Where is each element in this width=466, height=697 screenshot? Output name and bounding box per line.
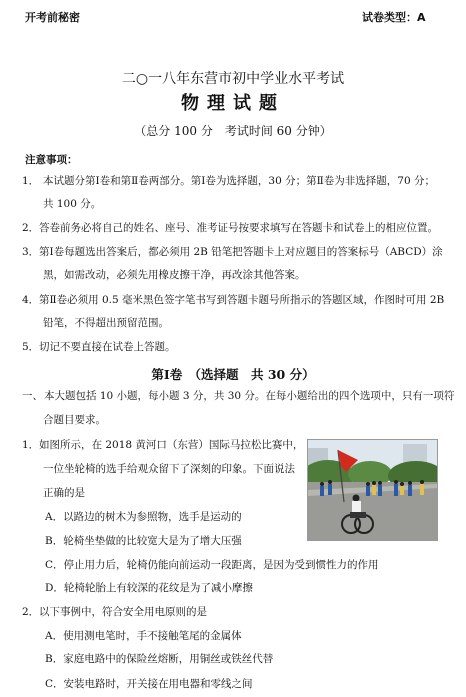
notice-3-line-2: 黑，如需改动，必须先用橡皮擦干净，再改涂其他答案。 <box>43 269 306 281</box>
section-heading: 第Ⅰ卷 （选择题 共 30 分） <box>151 367 315 382</box>
question-1-line-2: 一位坐轮椅的选手给观众留下了深刻的印象。下面说法 <box>43 463 295 475</box>
subject-title: 物理试题 <box>181 93 285 114</box>
notice-5-line-1: 切记不要直接在试卷上答题。 <box>39 341 176 353</box>
question-2-option-c: C．安装电路时，开关接在用电器和零线之间 <box>45 678 253 690</box>
marathon-photo <box>307 439 438 541</box>
notice-5-num: 5． <box>22 341 40 353</box>
question-1-option-d: D．轮椅轮胎上有较深的花纹是为了减小摩擦 <box>45 582 253 594</box>
notice-3-line-1: 第Ⅰ卷每题选出答案后，都必须用 2B 铅笔把答题卡上对应题目的答案标号（ABCD）涂 <box>39 246 443 258</box>
notice-1-num: 1． <box>22 175 40 187</box>
header-left: 开考前秘密 <box>25 11 80 24</box>
question-1-option-b: B．轮椅坐垫做的比较宽大是为了增大压强 <box>45 535 242 547</box>
notice-4-num: 4． <box>22 294 40 306</box>
question-2-num: 2． <box>22 606 40 618</box>
question-2-option-b: B．家庭电路中的保险丝熔断，用铜丝或铁丝代替 <box>45 653 274 665</box>
question-1-num: 1． <box>22 439 40 451</box>
exam-title: 二○一八年东营市初中学业水平考试 <box>121 71 345 87</box>
question-1-line-3: 正确的是 <box>43 487 85 499</box>
notice-2-line-1: 答卷前务必将自己的姓名、座号、准考证号按要求填写在答题卡和试卷上的相应位置。 <box>39 222 438 234</box>
notice-4-line-1: 第Ⅱ卷必须用 0.5 毫米黑色签字笔书写到答题卡题号所指示的答题区域，作图时可用 2B <box>39 294 445 306</box>
part-intro-line-1: 本大题包括 10 小题，每小题 3 分，共 30 分。在每小题给出的四个选项中，只有一项符 <box>44 390 455 402</box>
question-2-option-a: A．使用测电笔时，手不接触笔尾的金属体 <box>45 630 242 642</box>
notice-1-line-1: 本试题分第Ⅰ卷和第Ⅱ卷两部分。第Ⅰ卷为选择题，30 分；第Ⅱ卷为非选择题，70 分； <box>43 175 435 187</box>
header-right: 试卷类型：A <box>362 11 426 24</box>
part-intro-line-2: 合题目要求。 <box>43 414 106 426</box>
notice-4-line-2: 铅笔，不得超出预留范围。 <box>43 317 169 329</box>
question-1-option-c: C．停止用力后，轮椅仍能向前运动一段距离，是因为受到惯性力的作用 <box>45 559 379 571</box>
wheelchair-racer-illustration <box>308 440 437 540</box>
notice-heading: 注意事项： <box>25 154 78 166</box>
notice-3-num: 3． <box>22 246 40 258</box>
question-1-option-a: A．以路边的树木为参照物，选手是运动的 <box>45 511 242 523</box>
notice-2-num: 2． <box>22 222 40 234</box>
question-1-line-1: 如图所示，在 2018 黄河口（东营）国际马拉松比赛中， <box>39 439 304 451</box>
question-2-stem: 以下事例中，符合安全用电原则的是 <box>39 606 207 618</box>
part-intro-num: 一、 <box>22 390 43 402</box>
time-info: （总分 100 分 考试时间 60 分钟） <box>134 124 332 138</box>
notice-1-line-2: 共 100 分。 <box>43 198 102 210</box>
